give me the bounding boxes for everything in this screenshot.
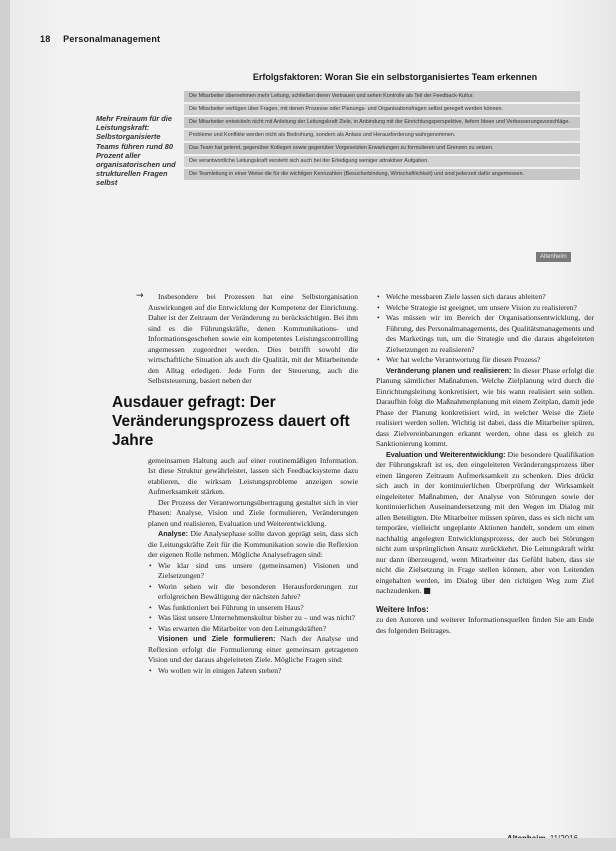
- end-mark-icon: ■: [423, 586, 431, 595]
- paragraph-text: Die Analysephase sollte davon geprägt sein, dass sich die Leitungskräfte Zeit für die Kommunikation sowie die Reflexion der eigenen Rolle nehmen. Mögliche Analysefragen sind:: [148, 529, 358, 559]
- list-item: • Welche messbaren Ziele lassen sich daraus ableiten?: [386, 292, 594, 303]
- analysis-question-list: [148, 561, 358, 635]
- paragraph-label: Analyse:: [158, 529, 188, 538]
- factor-row: Probleme und Konflikte werden nicht als Bedrohung, sondern als Anlass und Herausforderung wahrgenommen.: [184, 130, 580, 141]
- list-item: • Worin sehen wir die besonderen Herausforderungen zur erfolgreichen Bewältigung der nächsten Jahre?: [158, 582, 358, 603]
- paragraph: [376, 450, 594, 597]
- list-item: • Welche Strategie ist geeignet, um unsere Vision zu realisieren?: [386, 303, 594, 314]
- page-edge: [0, 0, 10, 851]
- left-column: [112, 292, 358, 676]
- page-edge-bottom: [0, 838, 616, 851]
- factor-row: Die Mitarbeiter übernehmen mehr Leitung, schließen deren Vertrauen und sehen Kontrolle als Teil der Feedback-Kultur.: [184, 91, 580, 102]
- list-item: • Was müssen wir im Bereich der Organisationsentwicklung, der Führung, des Personalmanagements, des Qualitätsmanagements und des Marketings tun, um die Strategie und die daraus abgeleiteten Zielsetzungen zu realisieren?: [386, 313, 594, 355]
- paragraph-text: Die besondere Qualifikation der Führungskraft ist es, den eingeleiteten Veränderungsprozess über einen längeren Zeitraum Aufmerksamkeit zu schenken. Dies drückt sich auch in der kontinuierlichen Überprüfung der Wirksamkeit eingeleiteter Maßnahmen, der Analyse von Störungen sowie der kontinuierlichen Auseinandersetzung mit den Wegen im Dialog mit allen Beteiligten. Die Mitarbeiter müssen spüren, dass es sich nicht um temporäre, vielleicht ungeplante Aktionen handelt, sondern um einen nachhaltig angelegten Entwicklungsprozess, der auch bei Störungen nicht zum ursprünglichen Ansatz zurückkehrt. Die Leitungskraft wirkt nur dann überzeugend, wenn Mitarbeiter das Gefühl haben, dass sie nicht die Zielsetzung in Frage stellen können, aber von Leitenden eingehalten werden, im Dialog über den richtigen Weg zum Ziel nachzudenken.: [376, 449, 594, 595]
- list-item: • Was lässt unsere Unternehmenskultur bisher zu – und was nicht?: [158, 613, 358, 624]
- paragraph: [376, 366, 594, 450]
- box-title: Erfolgsfaktoren: Woran Sie ein selbstorganisiertes Team erkennen: [252, 72, 538, 82]
- list-item: • Was funktioniert bei Führung in unserem Haus?: [158, 603, 358, 614]
- more-info-text: zu den Autoren und weiterer Informationsquellen finden Sie am Ende des folgenden Beitrages.: [376, 615, 594, 635]
- list-item: • Wie klar sind uns unsere (gemeinsamen) Visionen und Zielsetzungen?: [158, 561, 358, 582]
- intro-paragraph: Insbesondere bei Prozessen hat eine Selbstorganisation Auswirkungen auf die Entwicklung der Kompetenz der Einrichtung. Daher ist der Zeitraum der Veränderung zu berücksichtigen. Bei ihm sind es die Führungskräfte, denen Kommunikations- und Informationsgeschehen sowie ein kompetentes Leistungscontrolling angemessen zugeordnet werden. Dies betrifft sowohl die wirtschaftliche Situation als auch die Qualität, mit der Mitarbeitende den Alltag erledigen. Jede Form der Steuerung, auch die Selbststeuerung, basiert neben der: [148, 292, 358, 385]
- sidebar-pull-quote: Mehr Freiraum für die Leistungskraft: Selbstorganisierte Teams führen rund 80 Prozent aller organisatorischen und strukturellen Fragen selbst: [96, 114, 176, 188]
- page-number: 18: [40, 34, 51, 44]
- vision-question-list: [148, 666, 358, 677]
- more-info-heading: Weitere Infos:: [376, 604, 429, 614]
- strategy-question-list: [376, 292, 594, 366]
- paragraph-label: Veränderung planen und realisieren:: [386, 365, 512, 375]
- right-column: [376, 292, 594, 636]
- article-heading: Ausdauer gefragt: Der Veränderungsprozess dauert oft Jahre: [112, 393, 350, 449]
- paragraph-text: In dieser Phase erfolgt die Planung sämtlicher Maßnahmen. Welche Zielplanung wird durch die Einrichtungsleitung konkretisiert, wie bis wann realisiert sein sollen. Daraufhin folgt die Maßnahmenplanung mit einem Zeitplan, damit jede Phase der Planung konkretisiert wird, in welcher Weise die Ziele realisiert werden sollen. Wichtig ist dabei, dass die Mitarbeiter spüren, dass Zielvereinbarungen erkannt werden, ohne dass es gleich zu Sanktionierung kommt.: [376, 365, 594, 448]
- factor-row: Die Mitarbeiter entwickeln nicht mit Anleitung der Leitungskraft Ziele, in Anbindung mit der Einrichtungsperspektive, liefern Ideen und Verbesserungsvorschläge.: [184, 117, 580, 128]
- paragraph: Der Prozess der Verantwortungsübertragung gestaltet sich in vier Phasen: Analyse, Vision und Ziele formulieren, Veränderungen planen und realisieren, Evaluation und Weiterentwicklung.: [148, 497, 358, 528]
- paragraph: gemeinsamen Haltung auch auf einer routinemäßigen Information. Ist diese Struktur gewährleistet, lassen sich Feedbacksysteme dazu etablieren, die wirksam Leistungsprobleme anzeigen sowie Aufmerksamkeit stärken.: [148, 455, 358, 496]
- paragraph-text: Nach der Analyse und Reflexion erfolgt die Formulierung einer gemeinsam getragenen Vision und der daraus abgeleiteten Ziele. Mögliche Fragen sind:: [148, 634, 358, 664]
- continuation-arrow-icon: →: [136, 291, 144, 301]
- running-head: [40, 34, 160, 44]
- source-tag: Altenheim: [536, 252, 571, 262]
- paragraph: [148, 529, 358, 561]
- factor-row: Die verantwortliche Leitungskraft versteht sich auch bei der Erledigung weniger attraktiver Aufgaben.: [184, 156, 580, 167]
- factor-row: Das Team hat gelernt, gegenüber Kollegen sowie gegenüber Vorgesetzten Erwartungen zu formulieren und Grenzen zu setzen.: [184, 143, 580, 154]
- section-title: Personalmanagement: [63, 34, 161, 44]
- paragraph-label: Visionen und Ziele formulieren:: [158, 634, 276, 643]
- factor-row: Die Mitarbeiter verfügen über Fragen, mit denen Prozesse oder Planungs- und Organisationsfragen selbst geregelt werden können.: [184, 104, 580, 115]
- success-factor-table: [184, 91, 580, 182]
- list-item: • Wer hat welche Verantwortung für diesen Prozess?: [386, 355, 594, 366]
- factor-row: Die Teamleitung in einer Weise die für die wichtigen Kennzahlen (Besucherbindung, Wirtschaftlichkeit) und sind jederzeit dafür angemessen.: [184, 169, 580, 180]
- list-item: • Wo wollen wir in einigen Jahren stehen?: [158, 666, 358, 677]
- paragraph: [148, 634, 358, 666]
- paragraph-label: Evaluation und Weiterentwicklung:: [386, 449, 506, 459]
- list-item: • Was erwarten die Mitarbeiter von den Leitungskräften?: [158, 624, 358, 635]
